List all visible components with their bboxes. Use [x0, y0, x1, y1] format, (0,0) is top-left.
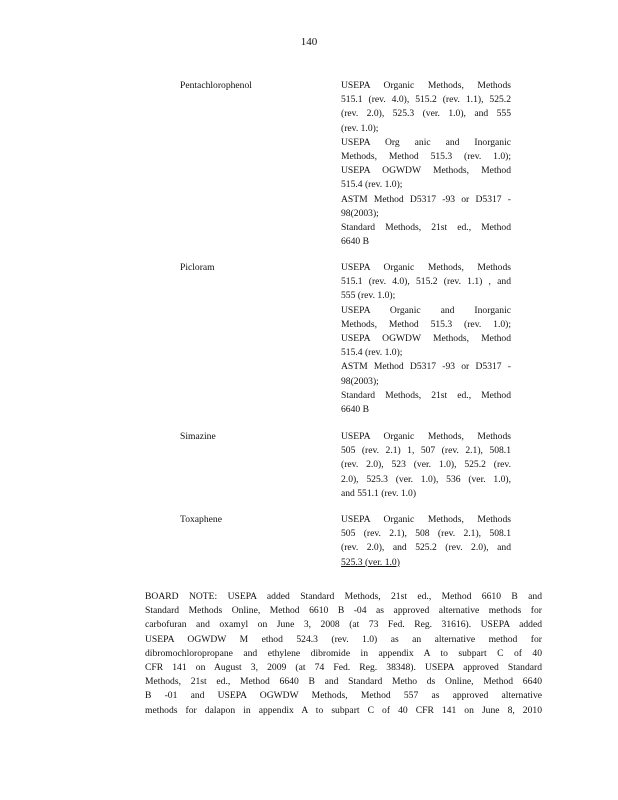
method-line: 515.1 (rev. 4.0), 515.2 (rev. 1.1), 525.2 [341, 94, 511, 106]
method-line: USEPA Organic Methods, Methods [341, 431, 511, 442]
note-line: dibromochloropropane and ethylene dibromide in appendix A to subpart C of 40 [145, 647, 542, 659]
method-line: 515.4 (rev. 1.0); [341, 179, 403, 191]
method-list [341, 261, 511, 417]
chemical-name: Simazine [180, 431, 216, 442]
method-line: (rev. 2.0), 525.3 (ver. 1.0), and 555 [341, 108, 511, 120]
method-line: (rev. 2.0), 523 (ver. 1.0), 525.2 (rev. [341, 459, 511, 471]
chemical-name: Pentachlorophenol [180, 80, 252, 91]
method-line: 515.4 (rev. 1.0); [341, 347, 403, 359]
method-line: USEPA Organic Methods, Methods [341, 262, 511, 273]
note-line: carbofuran and oxamyl on June 3, 2008 (at 73 Fed. Reg. 31616). USEPA added [145, 619, 542, 631]
method-line: USEPA Organic Methods, Methods [341, 514, 511, 525]
method-line: 555 (rev. 1.0); [341, 290, 396, 302]
method-list [341, 430, 511, 501]
method-line: 2.0), 525.3 (ver. 1.0), 536 (ver. 1.0), [341, 473, 511, 485]
method-line: Standard Methods, 21st ed., Method [341, 222, 511, 234]
method-line: ASTM Method D5317 -93 or D5317 - [341, 361, 511, 373]
board-note [145, 590, 542, 718]
method-line: 505 (rev. 2.1) 1, 507 (rev. 2.1), 508.1 [341, 445, 511, 457]
method-line: 515.1 (rev. 4.0), 515.2 (rev. 1.1) , and [341, 276, 511, 288]
note-line: Methods, 21st ed., Method 6640 B and Standard Metho ds Online, Method 6640 [145, 676, 542, 688]
method-line: (rev. 1.0); [341, 122, 379, 134]
method-line: ASTM Method D5317 -93 or D5317 - [341, 193, 511, 205]
method-line: USEPA OGWDW Methods, Method [341, 165, 511, 177]
method-line: 98(2003); [341, 375, 379, 387]
method-line: USEPA OGWDW Methods, Method [341, 333, 511, 345]
method-line: Methods, Method 515.3 (rev. 1.0); [341, 318, 511, 330]
method-line: 525.3 (ver. 1.0) [341, 556, 400, 568]
method-line: USEPA Organic and Inorganic [341, 304, 511, 316]
method-line: 98(2003); [341, 207, 379, 219]
note-line: methods for dalapon in appendix A to subpart C of 40 CFR 141 on June 8, 2010 [145, 704, 542, 716]
chemical-name: Toxaphene [180, 514, 222, 525]
method-line: Standard Methods, 21st ed., Method [341, 389, 511, 401]
note-line: Standard Methods Online, Method 6610 B -04 as approved alternative methods for [145, 605, 542, 617]
method-line: 505 (rev. 2.1), 508 (rev. 2.1), 508.1 [341, 528, 511, 540]
method-line: (rev. 2.0), and 525.2 (rev. 2.0), and [341, 542, 511, 554]
method-line: 6640 B [341, 404, 369, 416]
method-line: and 551.1 (rev. 1.0) [341, 487, 417, 499]
method-line: 6640 B [341, 236, 369, 248]
note-line: CFR 141 on August 3, 2009 (at 74 Fed. Reg. 38348). USEPA approved Standard [145, 662, 542, 674]
note-line: BOARD NOTE: USEPA added Standard Methods, 21st ed., Method 6610 B and [145, 591, 542, 602]
note-line: USEPA OGWDW M ethod 524.3 (rev. 1.0) as an alternative method for [145, 633, 542, 645]
method-line: USEPA Organic Methods, Methods [341, 80, 511, 91]
note-line: B -01 and USEPA OGWDW Methods, Method 557 as approved alternative [145, 690, 542, 702]
chemical-name: Picloram [180, 262, 215, 273]
page-number: 140 [300, 36, 318, 48]
method-line: Methods, Method 515.3 (rev. 1.0); [341, 151, 511, 163]
method-line: USEPA Org anic and Inorganic [341, 136, 511, 148]
method-list [341, 513, 511, 570]
method-list [341, 79, 511, 249]
